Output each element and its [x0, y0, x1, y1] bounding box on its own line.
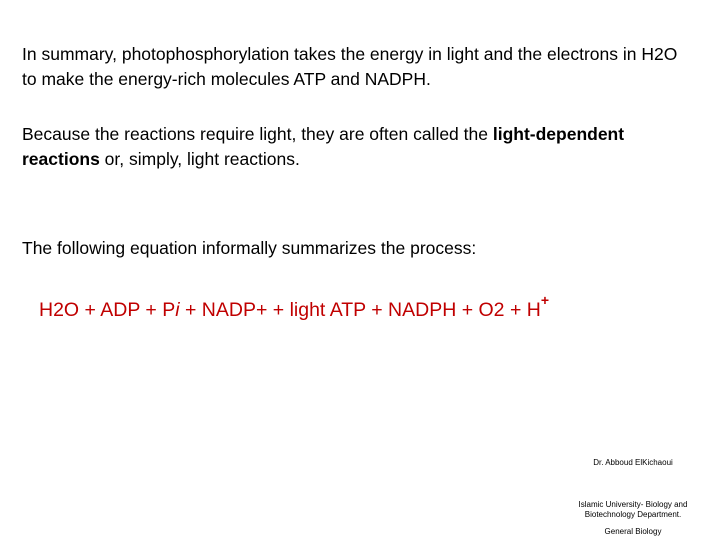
light-dependent-prefix: Because the reactions require light, they are often called the — [22, 124, 493, 144]
summary-paragraph: In summary, photophosphorylation takes the energy in light and the electrons in H2O to make the energy-rich molecules ATP and NADPH. — [22, 44, 678, 89]
equation-italic-i: i — [175, 299, 180, 321]
footer-affiliation: Islamic University- Biology and Biotechnology Department. — [578, 500, 688, 519]
light-dependent-term: light-dependent reactions — [22, 124, 625, 169]
light-dependent-paragraph — [22, 122, 682, 172]
photosynthesis-equation — [39, 291, 550, 324]
equation-part-2: + NADP+ + light ATP + NADPH + O2 + H — [179, 299, 541, 321]
footer-author: Dr. Abboud ElKichaoui — [593, 458, 673, 467]
footer-course: General Biology — [604, 527, 662, 536]
equation-intro-paragraph: The following equation informally summarizes the process: — [22, 238, 477, 258]
equation-superscript: + — [540, 291, 550, 308]
light-dependent-suffix: or, simply, light reactions. — [99, 149, 300, 169]
equation-part-1: H2O + ADP + P — [39, 299, 176, 321]
